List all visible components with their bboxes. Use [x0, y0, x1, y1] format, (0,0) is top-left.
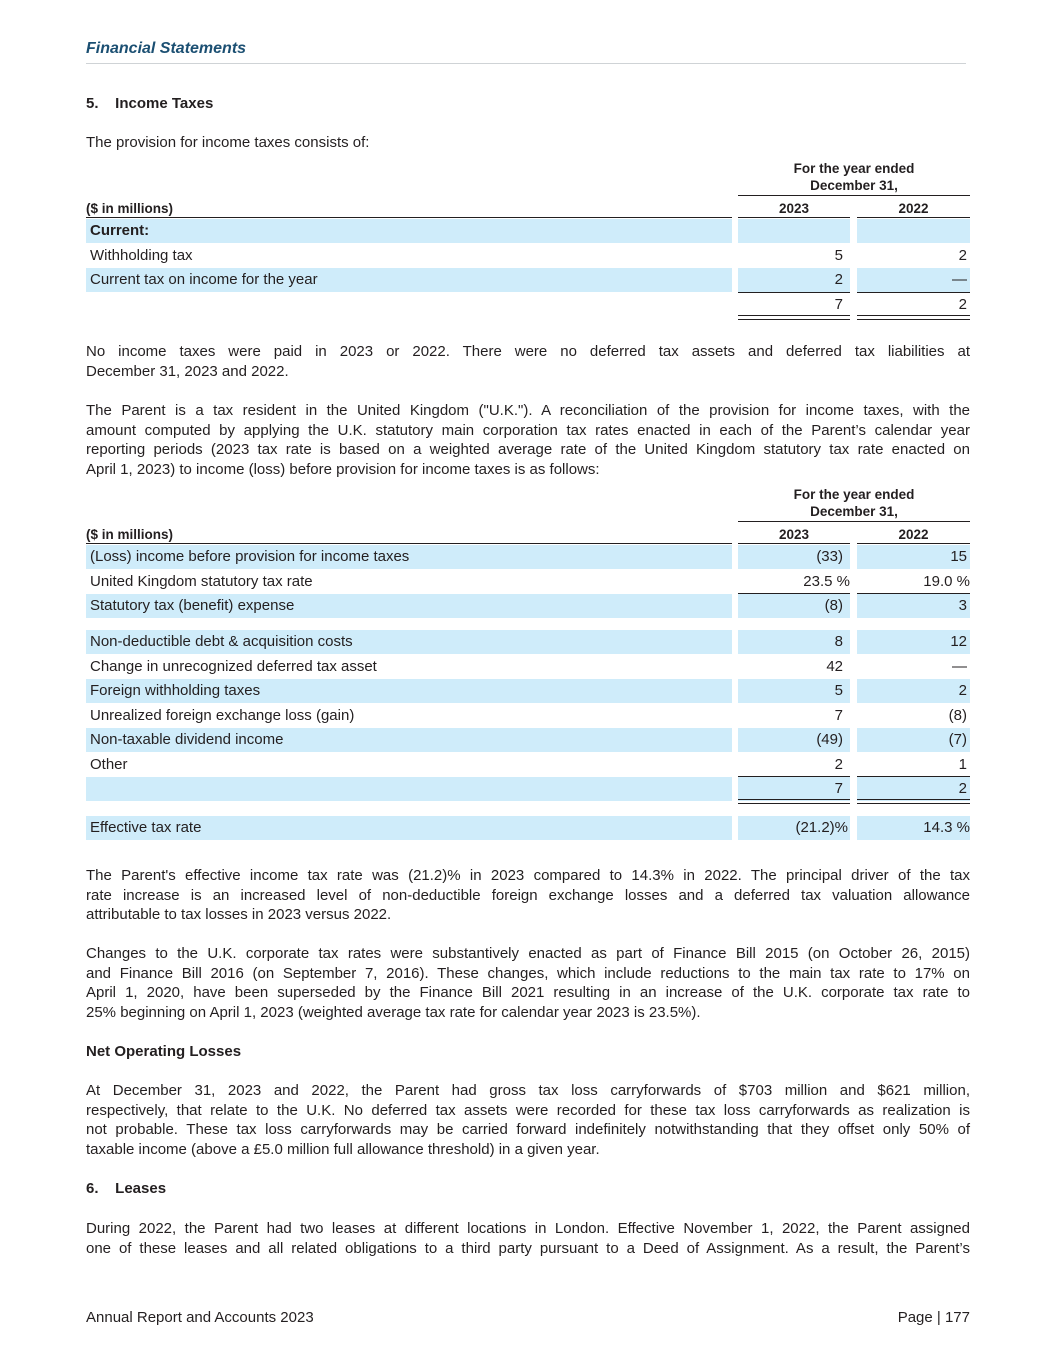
year-header-2023: 2023 [778, 201, 810, 216]
value-2022: 14.3 % [923, 819, 970, 836]
unit-label: ($ in millions) [86, 527, 174, 542]
row-label: Current: [86, 219, 732, 243]
paragraph-net-operating-losses [86, 1081, 970, 1159]
table-row [86, 728, 970, 752]
column-group-line-2: December 31, [810, 504, 898, 519]
table-row [86, 545, 970, 569]
value-2022: — [952, 271, 967, 288]
value-2022: 1 [958, 756, 967, 773]
footer-report-title: Annual Report and Accounts 2023 [86, 1309, 314, 1326]
year-header-2022: 2022 [898, 527, 929, 542]
paragraph-no-taxes-paid [86, 342, 970, 381]
value-2023: 2 [834, 756, 843, 773]
header-rule-label [86, 217, 732, 218]
header-rule-2023 [738, 543, 850, 544]
value-2023: (21.2)% [795, 819, 848, 836]
value-2022: 2 [958, 247, 967, 264]
footer-page-number: Page | 177 [897, 1309, 970, 1326]
header-rule [86, 63, 966, 64]
text-line: No income taxes were paid in 2023 or 2022. There were no deferred tax assets and deferred tax liabilities at [86, 343, 970, 360]
value-2023: 5 [834, 682, 843, 699]
table-row [86, 630, 970, 654]
text-line: 25% beginning on April 1, 2023 (weighted average tax rate for calendar year 2023 is 23.5%). [86, 1003, 701, 1021]
value-2023: 8 [834, 633, 843, 650]
column-group-rule [738, 195, 970, 196]
total-2023: 7 [834, 780, 843, 797]
income-tax-provision-table [86, 158, 970, 323]
text-line: The Parent is a tax resident in the United Kingdom ("U.K."). A reconciliation of the provision for income taxes, with the [86, 402, 970, 419]
row-label: Non-taxable dividend income [86, 728, 732, 752]
text-line: rate increase is an increased level of non-deductible foreign exchange losses and a deferred tax valuation allowance [86, 886, 970, 904]
header-rule-label [86, 543, 732, 544]
value-2022: — [952, 658, 967, 675]
row-label: Current tax on income for the year [86, 268, 732, 292]
value-2022: 19.0 % [923, 573, 970, 590]
text-line: During 2022, the Parent had two leases at different locations in London. Effective November 1, 2022, the Parent assigned [86, 1220, 970, 1237]
value-2023: (8) [824, 597, 843, 614]
row-label: Change in unrecognized deferred tax asset [90, 658, 377, 675]
row-label: Foreign withholding taxes [86, 679, 732, 703]
header-rule-2022 [857, 543, 970, 544]
total-2023: 7 [834, 296, 843, 313]
paragraph-effective-rate [86, 866, 970, 925]
value-2022: 3 [958, 597, 967, 614]
value-2022: (7) [948, 731, 967, 748]
text-line: December 31, 2023 and 2022. [86, 362, 289, 380]
column-group-line-1: For the year ended [793, 161, 915, 176]
row-label: Withholding tax [90, 247, 193, 264]
table-row [86, 219, 970, 243]
text-line: reporting periods (2023 tax rate is based on a weighted average rate of the United Kingdom statutory tax rate enacted on [86, 441, 970, 459]
paragraph-leases [86, 1219, 970, 1258]
text-line: amount computed by applying the U.K. statutory main corporation tax rates enacted in each of the Parent’s calendar year [86, 421, 970, 439]
total-2022: 2 [958, 780, 967, 797]
value-2023: 42 [826, 658, 843, 675]
value-2022: 15 [950, 548, 967, 565]
table-row [86, 268, 970, 292]
text-line: The Parent's effective income tax rate was (21.2)% in 2023 compared to 14.3% in 2022. The principal driver of the tax [86, 867, 970, 884]
total-double-rule-2022 [857, 315, 970, 320]
total-double-rule-2023 [738, 315, 850, 320]
column-group-rule [738, 521, 970, 522]
text-line: At December 31, 2023 and 2022, the Parent had gross tax loss carryforwards of $703 million and $621 million, [86, 1082, 970, 1099]
text-line: April 1, 2023) to income (loss) before provision for income taxes is as follows: [86, 460, 600, 478]
text-line: not probable. These tax loss carryforwards may be carried forward indefinitely notwithstanding that they offset only 50% of [86, 1121, 970, 1139]
value-2023: 5 [834, 247, 843, 264]
table-row [86, 753, 970, 777]
table-row [86, 704, 970, 728]
tax-reconciliation-table [86, 484, 970, 844]
total-double-rule-2023 [738, 799, 850, 804]
value-2023: (33) [816, 548, 843, 565]
table-row [86, 244, 970, 268]
value-2023: (49) [816, 731, 843, 748]
year-header-2023: 2023 [778, 527, 810, 542]
effective-tax-rate-row [86, 816, 970, 840]
text-line: and Finance Bill 2016 (on September 7, 2016). These changes, which include reductions to the main tax rate to 17% on [86, 964, 970, 982]
text-line: one of these leases and all related obligations to a third party pursuant to a Deed of Assignment. As a result, the Parent’s [86, 1239, 970, 1257]
unit-label: ($ in millions) [86, 201, 174, 216]
row-label: Statutory tax (benefit) expense [86, 594, 732, 618]
subheading-net-operating-losses: Net Operating Losses [86, 1043, 242, 1060]
value-2023: 23.5 % [803, 573, 850, 590]
text-line: taxable income (above a £5.0 million full allowance threshold) in a given year. [86, 1140, 600, 1158]
row-label: (Loss) income before provision for income taxes [86, 545, 732, 569]
total-double-rule-2022 [857, 799, 970, 804]
header-rule-2023 [738, 217, 850, 218]
total-row [86, 293, 970, 317]
section-heading-income-taxes: 5. Income Taxes [86, 95, 214, 112]
total-2022: 2 [958, 296, 967, 313]
value-2023: 7 [834, 707, 843, 724]
text-line: attributable to tax losses in 2023 versus 2022. [86, 906, 392, 924]
row-label: Non-deductible debt & acquisition costs [86, 630, 732, 654]
row-label: Other [90, 756, 128, 773]
total-row [86, 777, 970, 801]
value-2022: (8) [948, 707, 967, 724]
table-row [86, 655, 970, 679]
value-2022: 2 [958, 682, 967, 699]
value-2022: 12 [950, 633, 967, 650]
row-label: United Kingdom statutory tax rate [90, 573, 313, 590]
column-group-header [738, 160, 970, 194]
row-label: Effective tax rate [86, 816, 732, 840]
intro-paragraph: The provision for income taxes consists of: [86, 134, 370, 151]
table-row [86, 570, 970, 594]
table-row [86, 679, 970, 703]
paragraph-reconciliation [86, 401, 970, 479]
column-group-header [738, 486, 970, 520]
table-row [86, 594, 970, 618]
running-header: Financial Statements [86, 40, 247, 57]
value-2023: 2 [834, 271, 843, 288]
text-line: April 1, 2020, have been superseded by the Finance Bill 2021 resulting in an increase of the U.K. corporate tax rate to [86, 984, 970, 1002]
text-line: Changes to the U.K. corporate tax rates were substantively enacted as part of Finance Bill 2015 (on October 26, 2015) [86, 945, 970, 962]
paragraph-uk-tax-rates [86, 944, 970, 1022]
year-header-2022: 2022 [898, 201, 929, 216]
section-heading-leases: 6. Leases [86, 1180, 167, 1197]
column-group-line-2: December 31, [810, 178, 898, 193]
header-rule-2022 [857, 217, 970, 218]
row-label: Unrealized foreign exchange loss (gain) [90, 707, 355, 724]
column-group-line-1: For the year ended [793, 487, 915, 502]
text-line: respectively, that relate to the U.K. No deferred tax assets were recorded for these tax loss carryforwards as realization is [86, 1101, 970, 1119]
